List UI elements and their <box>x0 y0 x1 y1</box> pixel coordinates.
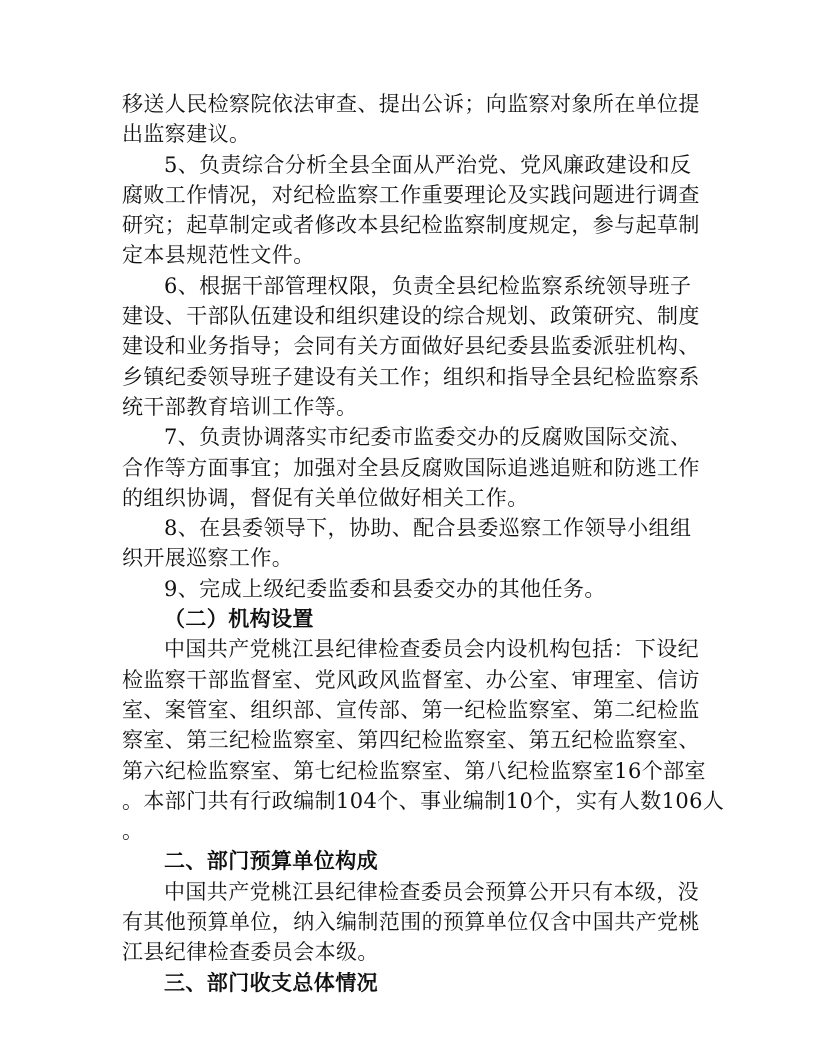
text-line: 5、负责综合分析全县全面从严治党、党风廉政建设和反 <box>164 152 692 177</box>
text-line: 出监察建议。 <box>122 122 251 147</box>
text-line: 的组织协调，督促有关单位做好相关工作。 <box>122 485 529 510</box>
section-heading: 二、部门预算单位构成 <box>164 848 378 874</box>
text-line: 织开展巡察工作。 <box>122 546 294 571</box>
text-line: 研究；起草制定或者修改本县纪检监察制度规定，参与起草制 <box>122 213 700 238</box>
text-line: 中国共产党桃江县纪律检查委员会内设机构包括：下设纪 <box>164 637 699 662</box>
text-line: 乡镇纪委领导班子建设有关工作；组织和指导全县纪检监察系 <box>122 364 700 389</box>
text-line: 8、在县委领导下，协助、配合县委巡察工作领导小组组 <box>164 516 692 541</box>
text-line: 6、根据干部管理权限，负责全县纪检监察系统领导班子 <box>164 273 692 298</box>
text-line: 察室、第三纪检监察室、第四纪检监察室、第五纪检监察室、 <box>122 728 700 753</box>
text-line: 第六纪检监察室、第七纪检监察室、第八纪检监察室16个部室 <box>122 758 706 783</box>
section-heading: （二）机构设置 <box>164 606 314 632</box>
text-line: 9、完成上级纪委监委和县委交办的其他任务。 <box>164 576 606 601</box>
text-line: 腐败工作情况，对纪检监察工作重要理论及实践问题进行调查 <box>122 182 700 207</box>
text-line: 中国共产党桃江县纪律检查委员会预算公开只有本级，没 <box>164 879 699 904</box>
section-heading: 三、部门收支总体情况 <box>164 969 378 995</box>
document-body <box>122 89 725 998</box>
text-line: 定本县规范性文件。 <box>122 243 315 268</box>
text-line: 检监察干部监督室、党风政风监督室、办公室、审理室、信访 <box>122 667 700 692</box>
text-line: 合作等方面事宜；加强对全县反腐败国际追逃追赃和防逃工作 <box>122 455 700 480</box>
text-line: 移送人民检察院依法审查、提出公诉；向监察对象所在单位提 <box>122 92 700 116</box>
text-line: 室、案管室、组织部、宣传部、第一纪检监察室、第二纪检监 <box>122 697 700 722</box>
text-line: 建设、干部队伍建设和组织建设的综合规划、政策研究、制度 <box>122 304 700 329</box>
text-line: 。 <box>122 819 144 844</box>
text-line: 。本部门共有行政编制104个、事业编制10个，实有人数106人 <box>122 788 725 813</box>
text-line: 建设和业务指导；会同有关方面做好县纪委县监委派驻机构、 <box>122 334 700 359</box>
text-line: 统干部教育培训工作等。 <box>122 394 358 419</box>
text-line: 江县纪律检查委员会本级。 <box>122 940 379 965</box>
text-line: 7、负责协调落实市纪委市监委交办的反腐败国际交流、 <box>164 425 692 450</box>
text-line: 有其他预算单位，纳入编制范围的预算单位仅含中国共产党桃 <box>122 910 700 935</box>
